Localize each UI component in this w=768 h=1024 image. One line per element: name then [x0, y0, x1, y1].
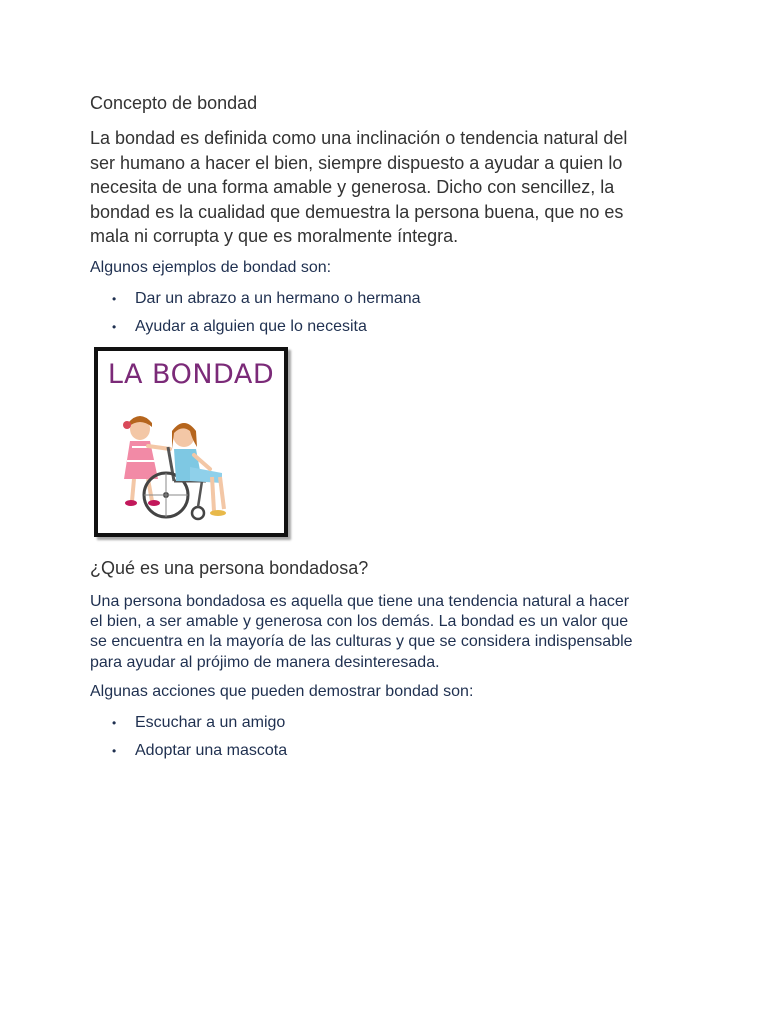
intro-line: La bondad es definida como una inclinación o tendencia natural del: [90, 128, 628, 148]
paragraph-line: Una persona bondadosa es aquella que tiene una tendencia natural a hacer: [90, 593, 630, 610]
examples-list: [90, 289, 421, 345]
persona-bondadosa-paragraph: [90, 592, 675, 673]
list-item: • Escuchar a un amigo: [90, 713, 287, 741]
paragraph-line: para ayudar al prójimo de manera desinteresada.: [90, 653, 440, 671]
paragraph-line: se encuentra en la mayoría de las culturas y que se considera indispensable: [90, 633, 633, 651]
list-item: • Ayudar a alguien que lo necesita: [90, 317, 421, 345]
examples-intro: Algunos ejemplos de bondad son:: [90, 259, 332, 276]
intro-line: ser humano a hacer el bien, siempre dispuesto a ayudar a quien lo: [90, 152, 623, 173]
intro-paragraph: [90, 126, 670, 249]
section-heading-persona-bondadosa: ¿Qué es una persona bondadosa?: [90, 558, 369, 578]
list-item: • Adoptar una mascota: [90, 741, 287, 769]
intro-line: bondad es la cualidad que demuestra la persona buena, que no es: [90, 201, 624, 222]
list-item: • Dar un abrazo a un hermano o hermana: [90, 289, 421, 317]
section-heading-concepto: Concepto de bondad: [90, 93, 258, 113]
paragraph-line: el bien, a ser amable y generosa con los demás. La bondad es un valor que: [90, 613, 629, 631]
intro-line: necesita de una forma amable y generosa. Dicho con sencillez, la: [90, 177, 615, 197]
girl-pushing-wheelchair-illustration: [98, 351, 284, 533]
bondad-image: [94, 347, 288, 537]
actions-intro: Algunas acciones que pueden demostrar bondad son:: [90, 683, 474, 700]
image-title: LA BONDAD: [107, 359, 275, 390]
actions-list: [90, 713, 287, 769]
intro-line: mala ni corrupta y que es moralmente íntegra.: [90, 226, 459, 246]
